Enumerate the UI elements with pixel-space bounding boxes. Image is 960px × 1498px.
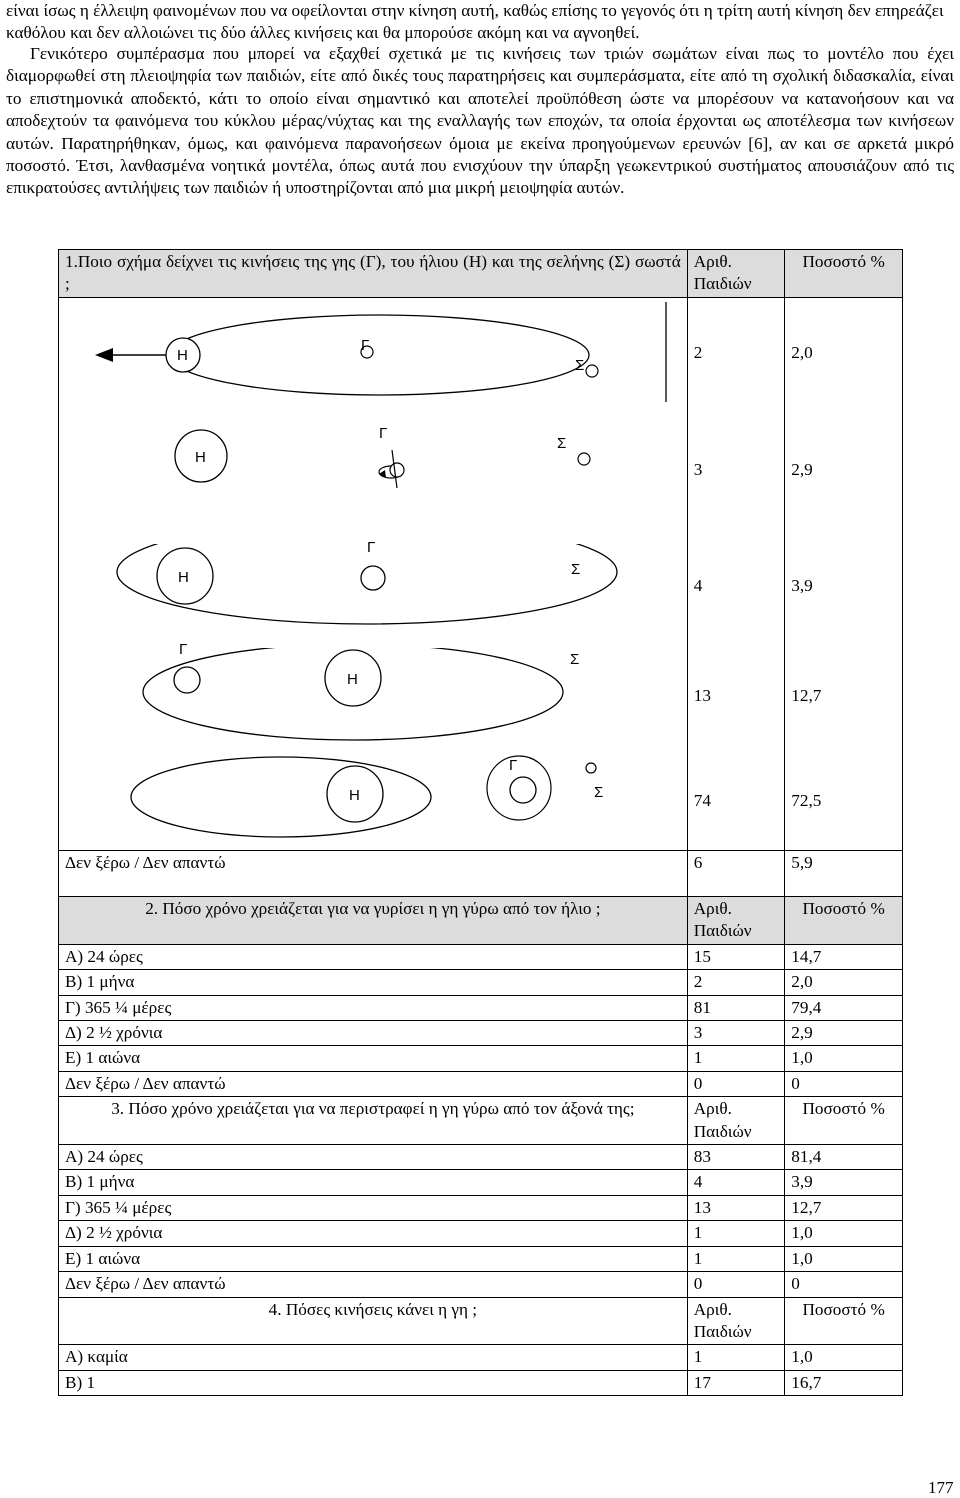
q3-row xyxy=(59,1170,903,1195)
q1-dontknow-label: Δεν ξέρω / Δεν απαντώ xyxy=(59,851,688,897)
q1-count-3: 4 xyxy=(687,532,785,640)
q1-question: 1.Ποιο σχήμα δείχνει τις κινήσεις της γης (Γ), του ήλιου (Η) και της σελήνης (Σ) σωστά ; xyxy=(59,250,688,298)
moon-label: Σ xyxy=(571,561,581,578)
sun-label: Η xyxy=(177,347,188,364)
figure-1-cell xyxy=(59,298,688,409)
moon-label: Σ xyxy=(557,435,567,452)
earth-label: Γ xyxy=(509,757,518,774)
q2-answer-c: Γ) 365 ¼ μέρες xyxy=(59,995,688,1020)
q3-count-c: 13 xyxy=(687,1195,785,1220)
q3-answer-e: Ε) 1 αιώνα xyxy=(59,1246,688,1271)
q2-question: 2. Πόσο χρόνο χρειάζεται για να γυρίσει η γη γύρω από τον ήλιο ; xyxy=(59,897,688,945)
q1-count-5: 74 xyxy=(687,752,785,851)
orbit-figure-3 xyxy=(59,532,683,640)
q2-count-e: 1 xyxy=(687,1046,785,1071)
moon-circle xyxy=(586,365,598,377)
q2-percent-c: 79,4 xyxy=(785,995,903,1020)
q3-percent-b: 3,9 xyxy=(785,1170,903,1195)
earth-circle xyxy=(510,777,536,803)
q3-answer-dontknow: Δεν ξέρω / Δεν απαντώ xyxy=(59,1272,688,1297)
q1-figure-row-2 xyxy=(59,408,903,532)
q2-answer-b: Β) 1 μήνα xyxy=(59,970,688,995)
q2-answer-a: Α) 24 ώρες xyxy=(59,944,688,969)
earth-circle xyxy=(174,667,200,693)
q3-percent-a: 81,4 xyxy=(785,1145,903,1170)
q3-row xyxy=(59,1221,903,1246)
q2-answer-dontknow: Δεν ξέρω / Δεν απαντώ xyxy=(59,1071,688,1096)
earth-label: Γ xyxy=(179,641,188,658)
q4-count-header: Αριθ. Παιδιών xyxy=(687,1297,785,1345)
q1-percent-header: Ποσοστό % xyxy=(785,250,903,298)
survey-table xyxy=(58,249,903,1396)
moon-circle xyxy=(578,453,590,465)
q3-answer-b: Β) 1 μήνα xyxy=(59,1170,688,1195)
q3-row xyxy=(59,1145,903,1170)
q1-percent-4: 12,7 xyxy=(785,640,903,752)
orbit-figure-4 xyxy=(59,640,683,752)
moon-label: Σ xyxy=(570,651,580,668)
orbit-figure-5 xyxy=(59,752,683,850)
q3-count-header: Αριθ. Παιδιών xyxy=(687,1097,785,1145)
q4-count-a: 1 xyxy=(687,1345,785,1370)
q3-row xyxy=(59,1195,903,1220)
q1-percent-2: 2,9 xyxy=(785,408,903,532)
q2-count-c: 81 xyxy=(687,995,785,1020)
q3-percent-c: 12,7 xyxy=(785,1195,903,1220)
q1-dontknow-percent: 5,9 xyxy=(785,851,903,897)
q2-percent-e: 1,0 xyxy=(785,1046,903,1071)
q3-question: 3. Πόσο χρόνο χρειάζεται για να περιστραφεί η γη γύρω από τον άξονά της; xyxy=(59,1097,688,1145)
q2-percent-dontknow: 0 xyxy=(785,1071,903,1096)
q2-row xyxy=(59,995,903,1020)
earth-circle xyxy=(390,463,404,477)
q3-percent-dontknow: 0 xyxy=(785,1272,903,1297)
q3-row xyxy=(59,1272,903,1297)
q3-percent-e: 1,0 xyxy=(785,1246,903,1271)
q1-count-2: 3 xyxy=(687,408,785,532)
q2-count-header: Αριθ. Παιδιών xyxy=(687,897,785,945)
earth-circle xyxy=(361,566,385,590)
q1-header-row xyxy=(59,250,903,298)
q1-count-4: 13 xyxy=(687,640,785,752)
sun-label: Η xyxy=(195,449,206,466)
orbit-figure-2 xyxy=(59,408,683,532)
q1-dontknow-row xyxy=(59,851,903,897)
q2-answer-e: Ε) 1 αιώνα xyxy=(59,1046,688,1071)
q3-count-b: 4 xyxy=(687,1170,785,1195)
q3-percent-d: 1,0 xyxy=(785,1221,903,1246)
q2-row xyxy=(59,1021,903,1046)
orbit-figure-1 xyxy=(59,298,683,408)
earth-label: Γ xyxy=(361,337,370,354)
figure-5-cell xyxy=(59,752,688,851)
figure-3-cell xyxy=(59,532,688,640)
earth-label: Γ xyxy=(379,425,388,442)
figure-2-cell xyxy=(59,408,688,532)
q2-row xyxy=(59,970,903,995)
q4-question: 4. Πόσες κινήσεις κάνει η γη ; xyxy=(59,1297,688,1345)
page-number: 177 xyxy=(928,1478,954,1497)
q1-dontknow-count: 6 xyxy=(687,851,785,897)
q1-percent-3: 3,9 xyxy=(785,532,903,640)
q1-count-1: 2 xyxy=(687,298,785,409)
q3-answer-d: Δ) 2 ½ χρόνια xyxy=(59,1221,688,1246)
q4-count-b: 17 xyxy=(687,1370,785,1395)
q4-percent-b: 16,7 xyxy=(785,1370,903,1395)
moon-circle xyxy=(586,763,596,773)
q1-figure-row-4 xyxy=(59,640,903,752)
earth-label: Γ xyxy=(367,539,376,556)
q2-percent-header: Ποσοστό % xyxy=(785,897,903,945)
q3-count-dontknow: 0 xyxy=(687,1272,785,1297)
q1-figure-row-3 xyxy=(59,532,903,640)
q2-percent-d: 2,9 xyxy=(785,1021,903,1046)
q2-percent-b: 2,0 xyxy=(785,970,903,995)
moon-label: Σ xyxy=(594,784,604,801)
q3-percent-header: Ποσοστό % xyxy=(785,1097,903,1145)
q2-header-row xyxy=(59,897,903,945)
q4-row xyxy=(59,1370,903,1395)
q4-percent-a: 1,0 xyxy=(785,1345,903,1370)
q2-count-d: 3 xyxy=(687,1021,785,1046)
q2-count-b: 2 xyxy=(687,970,785,995)
q1-percent-1: 2,0 xyxy=(785,298,903,409)
q2-row xyxy=(59,944,903,969)
q1-percent-5: 72,5 xyxy=(785,752,903,851)
sun-label: Η xyxy=(178,569,189,586)
q4-answer-a: Α) καμία xyxy=(59,1345,688,1370)
q2-answer-d: Δ) 2 ½ χρόνια xyxy=(59,1021,688,1046)
q2-row xyxy=(59,1046,903,1071)
moon-label: Σ xyxy=(575,357,585,374)
q2-percent-a: 14,7 xyxy=(785,944,903,969)
q2-row xyxy=(59,1071,903,1096)
sun-label: Η xyxy=(349,787,360,804)
q4-row xyxy=(59,1345,903,1370)
figure-4-cell xyxy=(59,640,688,752)
q1-figure-row-1 xyxy=(59,298,903,409)
q3-answer-a: Α) 24 ώρες xyxy=(59,1145,688,1170)
q4-percent-header: Ποσοστό % xyxy=(785,1297,903,1345)
q3-count-a: 83 xyxy=(687,1145,785,1170)
q4-header-row xyxy=(59,1297,903,1345)
q1-count-header: Αριθ. Παιδιών xyxy=(687,250,785,298)
intro-paragraph-1: είναι ίσως η έλλειψη φαινομένων που να οφείλονται στην κίνηση αυτή, καθώς επίσης το γεγονός ότι η τρίτη αυτή κίνηση δεν επηρεάζει καθόλου και δεν αλλοιώνει τις δύο άλλες κινήσεις και θα μπορούσε ακόμη και να αγνοηθεί. xyxy=(6,1,944,43)
q3-count-d: 1 xyxy=(687,1221,785,1246)
q3-row xyxy=(59,1246,903,1271)
q1-figure-row-5 xyxy=(59,752,903,851)
q4-answer-b: Β) 1 xyxy=(59,1370,688,1395)
sun-label: Η xyxy=(347,671,358,688)
q2-count-a: 15 xyxy=(687,944,785,969)
q2-count-dontknow: 0 xyxy=(687,1071,785,1096)
q3-answer-c: Γ) 365 ¼ μέρες xyxy=(59,1195,688,1220)
intro-paragraph-2: Γενικότερο συμπέρασμα που μπορεί να εξαχθεί σχετικά με τις κινήσεις των τριών σωμάτων είναι πως το μοντέλο που έχει διαμορφωθεί στη πλειοψηφία των παιδιών, είτε από δικές τους παρατηρήσεις και συμπεράσματα, είτε από τη σχολική διδασκαλία, είναι το επιστημονικά αποδεκτό, κάτι το οποίο είναι σημαντικό και αποτελεί προϋπόθεση ώστε να μπορέσουν να κατανοήσουν και να αποδεχτούν τα φαινόμενα του κύκλου μέρας/νύχτας και της εναλλαγής των εποχών, τα οποία έρχονται ως αποτέλεσμα των κινήσεων αυτών. Παρατηρήθηκαν, όμως, και φαινόμενα παρανοήσεων όμοια με εκείνα προηγούμενων ερευνών [6], αν και σε αρκετά μικρό ποσοστό. Έτσι, λανθασμένα νοητικά μοντέλα, όπως αυτά που ενισχύουν την ύπαρξη γεωκεντρικού συστήματος απουσιάζουν από τις επικρατούσες αντιλήψεις των παιδιών ή υποστηρίζονται από μια μικρή μειοψηφία αυτών. xyxy=(6,44,954,198)
q3-header-row xyxy=(59,1097,903,1145)
q3-count-e: 1 xyxy=(687,1246,785,1271)
